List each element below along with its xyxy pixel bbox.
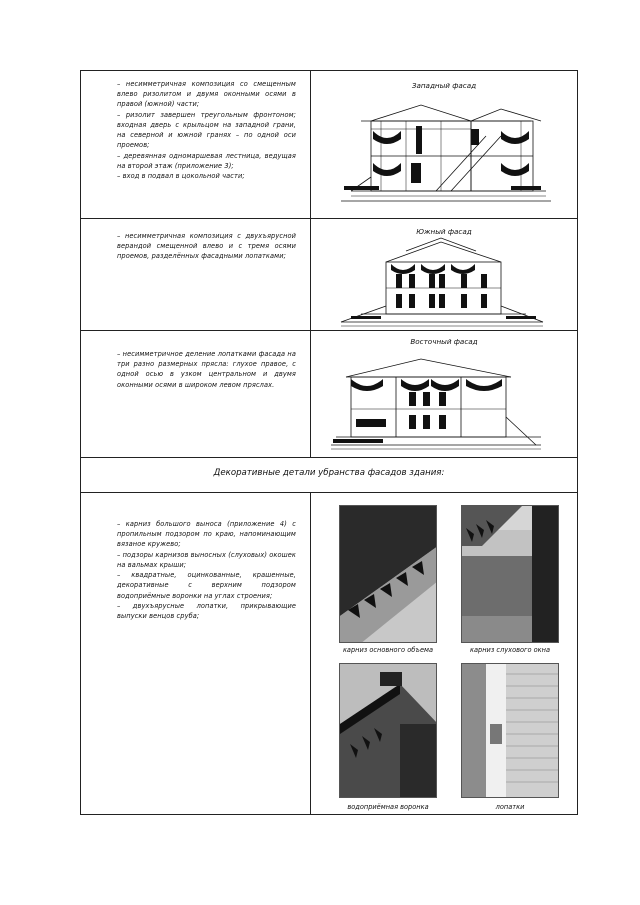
photo-pilasters [461,663,559,798]
photo-caption: лопатки [495,803,525,811]
south-facade-drawing [311,236,579,331]
table-row [81,493,577,814]
table-row [81,331,577,458]
west-facade-caption: Западный фасад [411,81,477,90]
table-row [81,71,577,219]
photo-caption: карниз основного объема [342,646,434,654]
west-facade-drawing [311,91,579,216]
south-facade-description: – несимметричная композиция с двухъярусной верандой смещенной влево и с тремя осями проемов, разделённых фасадными лопатками; [117,232,296,261]
document-table [80,70,578,815]
table-row [81,458,577,493]
west-facade-description: – несимметричная композиция со смещенным влево ризолитом и двумя оконными осями в правой (южной) части; – ризолит завершен треугольным фронтоном; входная дверь с крыльцом на западной грани, на северной и южной гранях – по одной оси проемов; – деревянная одномаршевая лестница, ведущая на второй этаж (приложение 3); – вход в подвал в цокольной части; [117,80,296,180]
photo-dormer-cornice [461,505,559,643]
photo-caption: водоприёмная воронка [347,803,429,811]
east-facade-caption: Восточный фасад [410,337,478,346]
photo-main-cornice [339,505,437,643]
table-row [81,219,577,331]
south-facade-caption: Южный фасад [416,227,472,236]
photo-drain-funnel [339,663,437,798]
east-facade-description: – несимметричное деление лопатками фасада на три разно размерных прясла: глухое правое, с одной осью в узком центральном и двумя оконными осями в широком левом пряслах. [117,350,296,389]
east-facade-drawing [311,347,579,455]
photo-caption: карниз слухового окна [470,646,550,654]
decor-description: – карниз большого выноса (приложение 4) с пропильным подзором по краю, напоминающим вязаное кружево; – подзоры карнизов выносных (слуховых) окошек на вальмах крыши; – квадратные, оцинкованные, крашенные, декоративные с верхним подзором водоприёмные воронки на углах строения; – двухъярусные лопатки, прикрывающие выпуски венцов сруба; [117,520,296,620]
section-title: Декоративные детали убранства фасадов здания: [213,468,445,478]
